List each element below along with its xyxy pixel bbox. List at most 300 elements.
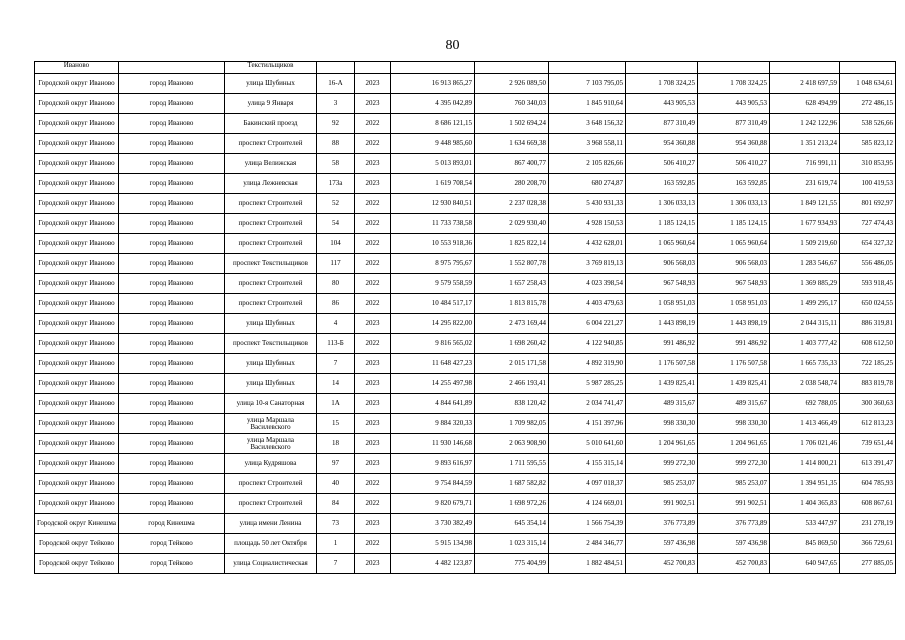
cell-municipality: Городской округ Иваново [35,114,119,134]
cell-total-cost: 16 913 865,27 [391,74,475,94]
cell-cost-part-3: 1 204 961,65 [626,434,698,454]
cell-cost-part-5: 231 619,74 [770,174,840,194]
cell-street: проспект Строителей [225,294,317,314]
cell-street: проспект Текстильщиков [225,254,317,274]
cell-year [355,62,391,74]
cell-cost-part-6: 886 319,81 [840,314,896,334]
cell-cost-part-2: 1 882 484,51 [549,554,626,574]
cell-locality: город Иваново [119,474,225,494]
cell-year: 2023 [355,434,391,454]
cell-house-number: 40 [317,474,355,494]
cell-cost-part-2: 4 892 319,90 [549,354,626,374]
cell-cost-part-6: 722 185,25 [840,354,896,374]
cell-municipality: Городской округ Иваново [35,334,119,354]
cell-locality: город Иваново [119,374,225,394]
cell-street: улица Маршала Василевского [225,434,317,454]
cell-cost-part-2: 3 648 156,32 [549,114,626,134]
cell-cost-part-5: 1 706 021,46 [770,434,840,454]
table-row [35,94,896,114]
cell-cost-part-6: 727 474,43 [840,214,896,234]
cell-cost-part-2: 4 432 628,01 [549,234,626,254]
cell-year: 2023 [355,354,391,374]
cell-cost-part-4: 999 272,30 [698,454,770,474]
cell-municipality: Городской округ Иваново [35,94,119,114]
cell-cost-part-1 [475,62,549,74]
cell-cost-part-3: 954 360,88 [626,134,698,154]
table-row [35,234,896,254]
cell-cost-part-4: 1 306 033,13 [698,194,770,214]
cell-municipality: Городской округ Тейково [35,534,119,554]
cell-total-cost: 9 820 679,71 [391,494,475,514]
cell-cost-part-4 [698,62,770,74]
cell-cost-part-2: 2 034 741,47 [549,394,626,414]
cell-total-cost [391,62,475,74]
cell-cost-part-2: 4 928 150,53 [549,214,626,234]
cell-locality: город Кинешма [119,514,225,534]
cell-cost-part-4: 906 568,03 [698,254,770,274]
table-row [35,494,896,514]
cell-house-number: 14 [317,374,355,394]
cell-street: проспект Строителей [225,494,317,514]
table-row [35,554,896,574]
cell-cost-part-4: 998 330,30 [698,414,770,434]
cell-cost-part-5: 1 404 365,83 [770,494,840,514]
cell-municipality: Городской округ Иваново [35,434,119,454]
cell-house-number: 7 [317,354,355,374]
cell-street: улица Маршала Василевского [225,414,317,434]
cell-cost-part-4: 967 548,93 [698,274,770,294]
cell-cost-part-1: 2 926 089,50 [475,74,549,94]
cell-locality: город Иваново [119,114,225,134]
cell-cost-part-2 [549,62,626,74]
cell-locality: город Иваново [119,74,225,94]
cell-locality: город Тейково [119,534,225,554]
cell-locality: город Иваново [119,194,225,214]
cell-year: 2023 [355,74,391,94]
cell-cost-part-1: 1 552 807,78 [475,254,549,274]
cell-year: 2023 [355,394,391,414]
cell-cost-part-4: 1 708 324,25 [698,74,770,94]
cell-total-cost: 9 579 558,59 [391,274,475,294]
table-row [35,254,896,274]
cell-year: 2022 [355,274,391,294]
cell-total-cost: 11 930 146,68 [391,434,475,454]
table-row [35,314,896,334]
cell-cost-part-5: 1 849 121,55 [770,194,840,214]
cell-cost-part-1: 645 354,14 [475,514,549,534]
cell-cost-part-1: 2 029 930,40 [475,214,549,234]
cell-total-cost: 3 730 382,49 [391,514,475,534]
cell-cost-part-1: 2 063 908,90 [475,434,549,454]
cell-street: улица Шубиных [225,354,317,374]
cell-cost-part-4: 506 410,27 [698,154,770,174]
cell-municipality: Городской округ Иваново [35,174,119,194]
cell-cost-part-6: 272 486,15 [840,94,896,114]
cell-municipality: Городской округ Иваново [35,314,119,334]
table-row [35,394,896,414]
cell-cost-part-6: 654 327,32 [840,234,896,254]
cell-municipality: Городской округ Иваново [35,414,119,434]
cell-house-number: 1 [317,534,355,554]
cell-total-cost: 5 013 893,01 [391,154,475,174]
cell-total-cost: 12 930 840,51 [391,194,475,214]
cell-house-number: 92 [317,114,355,134]
cell-street: улица Шубиных [225,374,317,394]
cell-cost-part-1: 1 711 595,55 [475,454,549,474]
cell-year: 2022 [355,214,391,234]
cell-cost-part-5: 1 369 885,29 [770,274,840,294]
cell-locality: город Иваново [119,234,225,254]
cell-year: 2023 [355,374,391,394]
cell-municipality: Городской округ Иваново [35,354,119,374]
cell-cost-part-3: 163 592,85 [626,174,698,194]
cell-municipality: Городской округ Иваново [35,394,119,414]
cell-total-cost: 5 915 134,98 [391,534,475,554]
table-row [35,114,896,134]
cell-house-number: 7 [317,554,355,574]
cell-house-number: 1А [317,394,355,414]
cell-municipality: Городской округ Иваново [35,234,119,254]
cell-cost-part-2: 3 968 558,11 [549,134,626,154]
cell-cost-part-6: 538 526,66 [840,114,896,134]
cell-year: 2023 [355,174,391,194]
cell-total-cost: 9 893 616,97 [391,454,475,474]
cell-house-number: 113-Б [317,334,355,354]
cell-cost-part-3: 452 700,83 [626,554,698,574]
cell-locality: город Иваново [119,274,225,294]
cell-cost-part-3: 1 176 507,58 [626,354,698,374]
cell-cost-part-6: 650 024,55 [840,294,896,314]
cell-cost-part-3: 906 568,03 [626,254,698,274]
cell-street: проспект Строителей [225,474,317,494]
table-row [35,174,896,194]
cell-house-number: 4 [317,314,355,334]
cell-locality: город Иваново [119,414,225,434]
cell-cost-part-1: 1 709 982,05 [475,414,549,434]
cell-house-number: 54 [317,214,355,234]
cell-total-cost: 4 482 123,87 [391,554,475,574]
cell-cost-part-5: 845 869,50 [770,534,840,554]
cell-total-cost: 9 448 985,60 [391,134,475,154]
cell-cost-part-3: 991 486,92 [626,334,698,354]
cell-cost-part-1: 1 813 815,78 [475,294,549,314]
cell-cost-part-1: 867 400,77 [475,154,549,174]
cell-street: улица Социалистическая [225,554,317,574]
cell-street: проспект Строителей [225,194,317,214]
cell-cost-part-6: 585 823,12 [840,134,896,154]
cell-cost-part-6: 231 278,19 [840,514,896,534]
cell-street: проспект Текстильщиков [225,334,317,354]
cell-municipality: Городской округ Иваново [35,154,119,174]
cell-cost-part-1: 1 023 315,14 [475,534,549,554]
cell-cost-part-3: 1 443 898,19 [626,314,698,334]
cell-municipality: Городской округ Иваново [35,454,119,474]
cell-cost-part-4: 489 315,67 [698,394,770,414]
cell-house-number: 88 [317,134,355,154]
table-row [35,194,896,214]
cell-cost-part-3: 998 330,30 [626,414,698,434]
cell-municipality: Городской округ Иваново [35,294,119,314]
cell-cost-part-3: 967 548,93 [626,274,698,294]
table-row [35,214,896,234]
cell-cost-part-5: 1 499 295,17 [770,294,840,314]
cell-total-cost: 4 844 641,89 [391,394,475,414]
cell-cost-part-2: 6 004 221,27 [549,314,626,334]
cell-cost-part-1: 1 657 258,43 [475,274,549,294]
cell-locality: город Иваново [119,174,225,194]
cell-cost-part-5: 2 044 315,11 [770,314,840,334]
cell-cost-part-5: 1 351 213,24 [770,134,840,154]
cell-cost-part-3: 443 905,53 [626,94,698,114]
cell-cost-part-3 [626,62,698,74]
cell-cost-part-5: 2 038 548,74 [770,374,840,394]
cell-cost-part-5: 692 788,05 [770,394,840,414]
cell-house-number: 52 [317,194,355,214]
cell-year: 2022 [355,334,391,354]
table-body [35,62,896,574]
cell-cost-part-6 [840,62,896,74]
cell-year: 2023 [355,414,391,434]
cell-house-number: 15 [317,414,355,434]
cell-cost-part-1: 1 825 822,14 [475,234,549,254]
cell-cost-part-3: 985 253,07 [626,474,698,494]
cell-cost-part-3: 1 439 825,41 [626,374,698,394]
cell-street: проспект Строителей [225,234,317,254]
table-row [35,274,896,294]
cell-cost-part-2: 2 105 826,66 [549,154,626,174]
cell-cost-part-6: 604 785,93 [840,474,896,494]
cell-cost-part-5: 2 418 697,59 [770,74,840,94]
cell-cost-part-1: 2 015 171,58 [475,354,549,374]
cell-cost-part-2: 1 845 910,64 [549,94,626,114]
cell-street: улица 10-я Санаторная [225,394,317,414]
cell-year: 2022 [355,474,391,494]
cell-cost-part-3: 506 410,27 [626,154,698,174]
cell-year: 2022 [355,494,391,514]
cell-cost-part-5: 1 509 219,60 [770,234,840,254]
cell-cost-part-5: 1 394 951,35 [770,474,840,494]
cell-municipality: Городской округ Иваново [35,254,119,274]
cell-cost-part-4: 985 253,07 [698,474,770,494]
cell-house-number: 58 [317,154,355,174]
cell-cost-part-6: 801 692,97 [840,194,896,214]
table-row [35,414,896,434]
cell-year: 2022 [355,534,391,554]
cell-cost-part-4: 1 204 961,65 [698,434,770,454]
cell-street: Бакинский проезд [225,114,317,134]
cell-cost-part-2: 4 122 940,85 [549,334,626,354]
cell-cost-part-4: 1 185 124,15 [698,214,770,234]
cell-cost-part-6: 608 867,61 [840,494,896,514]
cell-cost-part-2: 5 010 641,60 [549,434,626,454]
cell-total-cost: 14 295 822,00 [391,314,475,334]
cell-cost-part-1: 838 120,42 [475,394,549,414]
cell-cost-part-4: 1 443 898,19 [698,314,770,334]
cell-locality: город Иваново [119,334,225,354]
cell-house-number: 80 [317,274,355,294]
cell-cost-part-2: 2 484 346,77 [549,534,626,554]
table-row [35,334,896,354]
cell-municipality: Городской округ Иваново [35,274,119,294]
cell-municipality: Городской округ Тейково [35,554,119,574]
cell-cost-part-1: 760 340,03 [475,94,549,114]
cell-house-number: 86 [317,294,355,314]
cell-cost-part-3: 1 065 960,64 [626,234,698,254]
cell-municipality: Городской округ Иваново [35,474,119,494]
cell-locality: город Иваново [119,214,225,234]
cell-cost-part-1: 1 698 260,42 [475,334,549,354]
cell-cost-part-6: 593 918,45 [840,274,896,294]
cell-year: 2022 [355,254,391,274]
cell-locality: город Иваново [119,354,225,374]
cell-cost-part-3: 999 272,30 [626,454,698,474]
cell-cost-part-4: 1 439 825,41 [698,374,770,394]
table-row [35,154,896,174]
cell-cost-part-4: 1 176 507,58 [698,354,770,374]
page-number: 80 [445,38,460,53]
cell-cost-part-1: 1 687 582,82 [475,474,549,494]
cell-year: 2022 [355,134,391,154]
cell-year: 2023 [355,154,391,174]
cell-cost-part-2: 1 566 754,39 [549,514,626,534]
cell-cost-part-2: 4 124 669,01 [549,494,626,514]
cell-cost-part-2: 4 155 315,14 [549,454,626,474]
cell-total-cost: 4 395 042,89 [391,94,475,114]
cell-total-cost: 14 255 497,98 [391,374,475,394]
cell-cost-part-5: 533 447,97 [770,514,840,534]
cell-cost-part-3: 877 310,49 [626,114,698,134]
cell-locality: город Иваново [119,394,225,414]
cell-year: 2023 [355,514,391,534]
cell-street: улица 9 Января [225,94,317,114]
cell-cost-part-3: 1 306 033,13 [626,194,698,214]
cell-cost-part-2: 4 023 398,54 [549,274,626,294]
cell-cost-part-6: 366 729,61 [840,534,896,554]
cell-cost-part-6: 612 813,23 [840,414,896,434]
cell-street: проспект Строителей [225,214,317,234]
cell-locality: город Иваново [119,134,225,154]
repair-register-table [34,61,896,574]
cell-cost-part-4: 452 700,83 [698,554,770,574]
cell-municipality: Городской округ Иваново [35,374,119,394]
cell-cost-part-6: 300 360,63 [840,394,896,414]
cell-street: улица имени Ленина [225,514,317,534]
cell-year: 2022 [355,114,391,134]
cell-total-cost: 8 975 795,67 [391,254,475,274]
cell-cost-part-6: 608 612,50 [840,334,896,354]
cell-total-cost: 9 816 565,02 [391,334,475,354]
cell-year: 2023 [355,554,391,574]
cell-house-number [317,62,355,74]
cell-cost-part-1: 2 466 193,41 [475,374,549,394]
cell-cost-part-3: 597 436,98 [626,534,698,554]
cell-cost-part-2: 5 987 285,25 [549,374,626,394]
cell-cost-part-5: 1 413 466,49 [770,414,840,434]
cell-cost-part-4: 443 905,53 [698,94,770,114]
table-row [35,514,896,534]
cell-cost-part-2: 4 403 479,63 [549,294,626,314]
cell-cost-part-3: 1 058 951,03 [626,294,698,314]
table-row [35,134,896,154]
cell-locality [119,62,225,74]
table-row [35,474,896,494]
cell-year: 2023 [355,94,391,114]
cell-municipality: Городской округ Иваново [35,494,119,514]
cell-year: 2023 [355,314,391,334]
cell-locality: город Иваново [119,494,225,514]
cell-house-number: 3 [317,94,355,114]
cell-cost-part-6: 613 391,47 [840,454,896,474]
table-row [35,374,896,394]
cell-cost-part-6: 277 885,05 [840,554,896,574]
cell-cost-part-3: 1 708 324,25 [626,74,698,94]
cell-house-number: 97 [317,454,355,474]
cell-cost-part-2: 4 151 397,96 [549,414,626,434]
table-row [35,294,896,314]
cell-house-number: 173а [317,174,355,194]
cell-cost-part-6: 310 853,95 [840,154,896,174]
cell-locality: город Иваново [119,454,225,474]
cell-cost-part-3: 489 315,67 [626,394,698,414]
cell-cost-part-1: 1 502 694,24 [475,114,549,134]
cell-cost-part-1: 1 634 669,38 [475,134,549,154]
cell-cost-part-6: 1 048 634,61 [840,74,896,94]
cell-street: улица Шубиных [225,314,317,334]
cell-cost-part-5: 1 414 800,21 [770,454,840,474]
cell-cost-part-4: 877 310,49 [698,114,770,134]
cell-total-cost: 10 553 918,36 [391,234,475,254]
cell-street: Текстильщиков [225,62,317,74]
cell-house-number: 104 [317,234,355,254]
cell-municipality: Городской округ Кинешма [35,514,119,534]
cell-cost-part-5: 716 991,11 [770,154,840,174]
cell-locality: город Иваново [119,94,225,114]
cell-cost-part-4: 597 436,98 [698,534,770,554]
cell-year: 2023 [355,454,391,474]
cell-cost-part-2: 4 097 018,37 [549,474,626,494]
cell-cost-part-5: 1 403 777,42 [770,334,840,354]
cell-cost-part-5: 1 665 735,33 [770,354,840,374]
cell-cost-part-5: 1 677 934,93 [770,214,840,234]
table-row [35,354,896,374]
cell-municipality: Городской округ Иваново [35,214,119,234]
table-row [35,62,896,74]
table-row [35,534,896,554]
cell-cost-part-4: 376 773,89 [698,514,770,534]
cell-municipality: Городской округ Иваново [35,74,119,94]
cell-street: площадь 50 лет Октября [225,534,317,554]
cell-cost-part-1: 2 473 169,44 [475,314,549,334]
cell-cost-part-3: 376 773,89 [626,514,698,534]
cell-municipality: Городской округ Иваново [35,134,119,154]
cell-year: 2022 [355,234,391,254]
cell-cost-part-6: 883 819,78 [840,374,896,394]
cell-cost-part-6: 739 651,44 [840,434,896,454]
table-row [35,434,896,454]
cell-cost-part-1: 2 237 028,38 [475,194,549,214]
cell-locality: город Иваново [119,294,225,314]
cell-locality: город Тейково [119,554,225,574]
cell-total-cost: 11 648 427,23 [391,354,475,374]
cell-municipality: Городской округ Иваново [35,194,119,214]
cell-house-number: 16-А [317,74,355,94]
cell-year: 2022 [355,294,391,314]
cell-street: улица Кудряшова [225,454,317,474]
cell-house-number: 18 [317,434,355,454]
cell-cost-part-2: 5 430 931,33 [549,194,626,214]
cell-year: 2022 [355,194,391,214]
cell-total-cost: 9 754 844,59 [391,474,475,494]
